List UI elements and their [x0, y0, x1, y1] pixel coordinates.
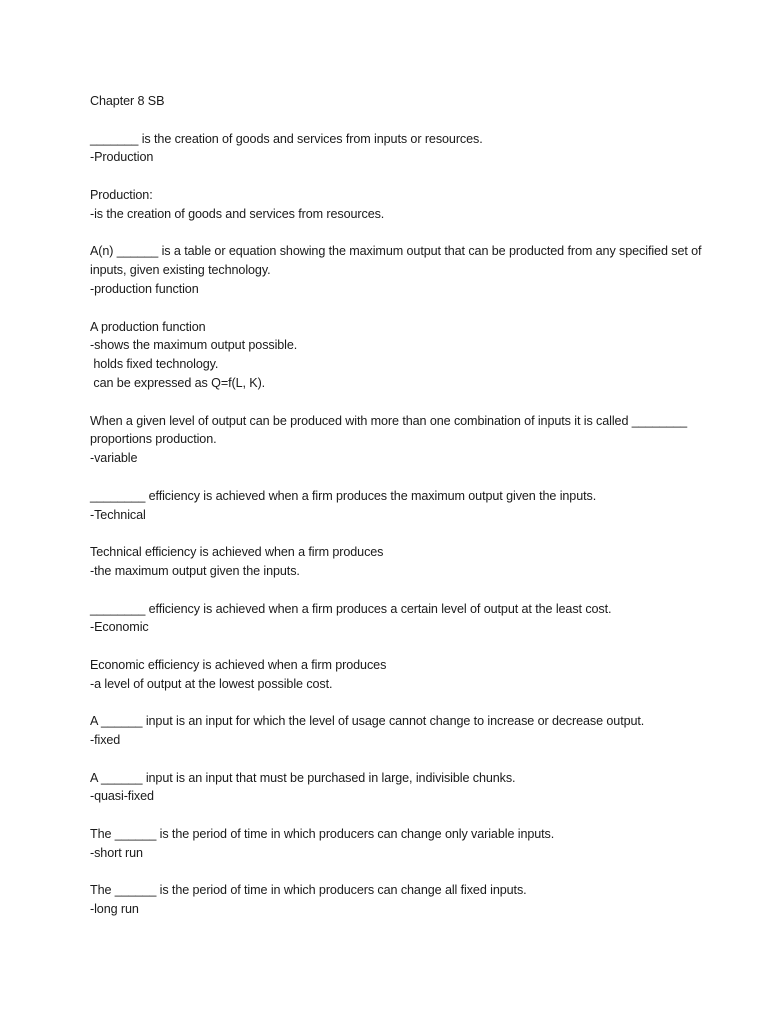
flashcard-answer-line: -fixed [90, 733, 121, 748]
flashcard-block [90, 242, 730, 298]
flashcard-question: Production: [90, 187, 153, 202]
flashcard-block [90, 769, 730, 807]
flashcard-block [90, 186, 730, 224]
flashcard-answer-line: -the maximum output given the inputs. [90, 563, 300, 578]
flashcard-answer-line: -a level of output at the lowest possible cost. [90, 676, 333, 691]
flashcard-block [90, 825, 730, 863]
flashcard-question: Economic efficiency is achieved when a firm produces [90, 657, 387, 672]
document-title: Chapter 8 SB [90, 94, 165, 108]
flashcard-question: ________ efficiency is achieved when a firm produces a certain level of output at the least cost. [90, 601, 612, 616]
flashcard-answer-line: holds fixed technology. [90, 357, 219, 372]
flashcard-block [90, 712, 730, 750]
flashcard-block [90, 412, 730, 468]
document-page [90, 92, 730, 938]
flashcard-answer-line: -long run [90, 902, 139, 917]
flashcard-question: Technical efficiency is achieved when a firm produces [90, 545, 384, 560]
flashcard-block [90, 656, 730, 694]
flashcard-question: The ______ is the period of time in which producers can change all fixed inputs. [90, 883, 527, 898]
flashcard-answer-line: -quasi-fixed [90, 789, 154, 804]
flashcard-answer-line: -is the creation of goods and services from resources. [90, 206, 385, 221]
flashcard-answer-line: -Economic [90, 620, 149, 635]
flashcard-question: A ______ input is an input for which the level of usage cannot change to increase or decrease output. [90, 714, 645, 729]
flashcard-block [90, 487, 730, 525]
flashcard-block [90, 318, 730, 393]
flashcard-question: A ______ input is an input that must be purchased in large, indivisible chunks. [90, 770, 516, 785]
flashcard-block [90, 130, 730, 168]
flashcard-answer-line: -production function [90, 281, 199, 296]
flashcard-block [90, 600, 730, 638]
flashcard-question: A production function [90, 319, 206, 334]
flashcard-question: A(n) ______ is a table or equation showing the maximum output that can be producted from any specified set of inputs, given existing technology. [90, 244, 705, 278]
flashcard-question: _______ is the creation of goods and services from inputs or resources. [90, 131, 483, 146]
flashcard-answer-line: -shows the maximum output possible. [90, 338, 298, 353]
flashcard-list [90, 130, 730, 919]
flashcard-answer-line: -Production [90, 150, 154, 165]
flashcard-block [90, 881, 730, 919]
flashcard-answer-line: -short run [90, 845, 143, 860]
flashcard-answer-line: -Technical [90, 507, 146, 522]
flashcard-question: When a given level of output can be produced with more than one combination of inputs it is called ________ proportions production. [90, 413, 691, 447]
flashcard-block [90, 543, 730, 581]
flashcard-question: ________ efficiency is achieved when a firm produces the maximum output given the inputs. [90, 488, 597, 503]
flashcard-question: The ______ is the period of time in which producers can change only variable inputs. [90, 827, 555, 842]
flashcard-answer-line: can be expressed as Q=f(L, K). [90, 375, 266, 390]
flashcard-answer-line: -variable [90, 451, 138, 466]
